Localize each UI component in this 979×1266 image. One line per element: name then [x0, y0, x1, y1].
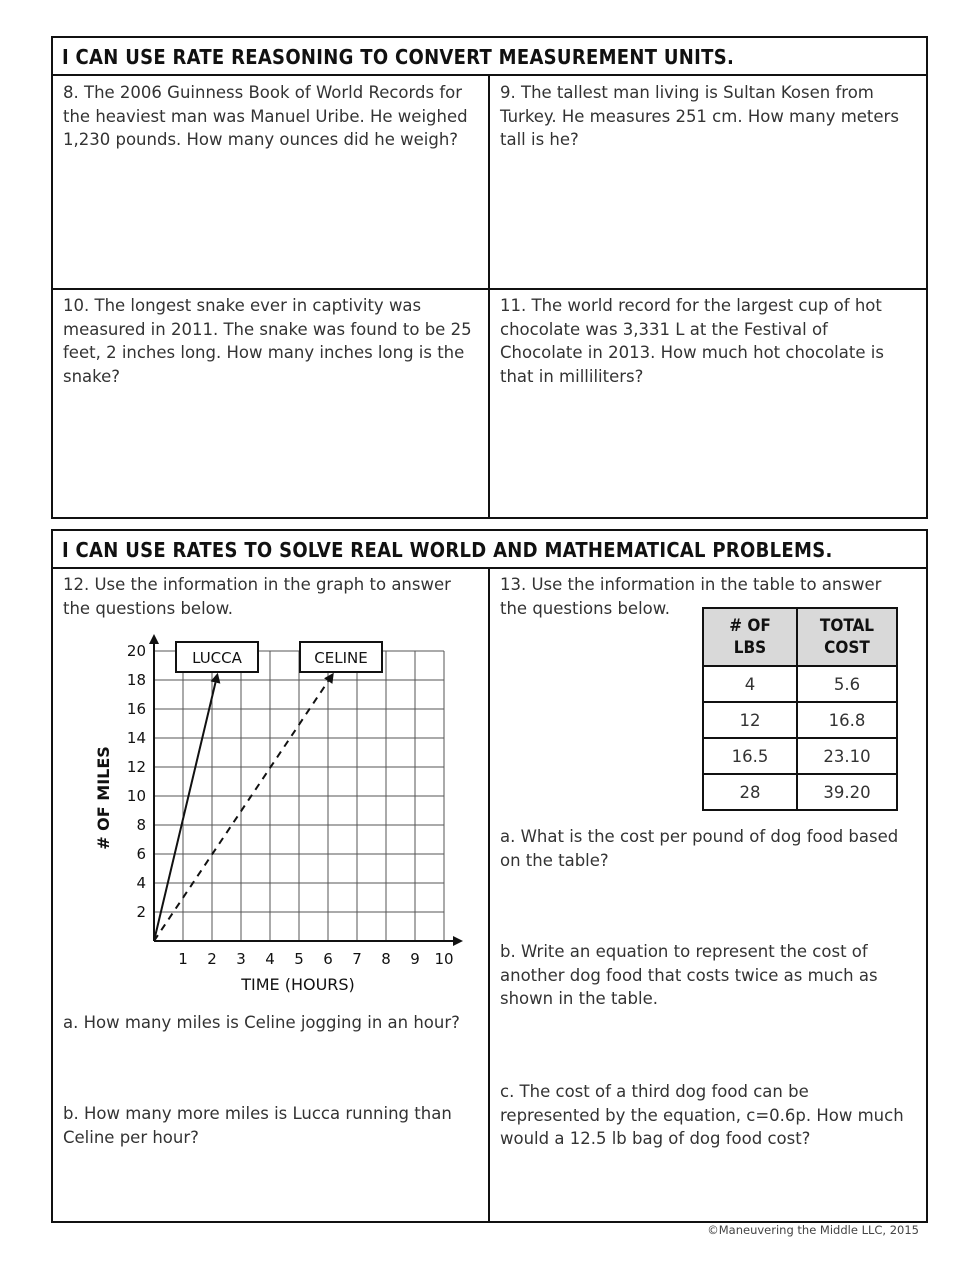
y-tick-label: 2 [136, 903, 146, 921]
y-tick-label: 10 [126, 787, 146, 805]
y-tick-label: 16 [126, 700, 146, 718]
table-cell: 12 [703, 702, 797, 738]
series-label-lucca: LUCCA [192, 649, 242, 667]
table-row [703, 774, 897, 810]
series-arrow-celine [324, 673, 334, 684]
x-tick-label: 9 [410, 950, 420, 968]
divider [488, 567, 490, 1222]
question-12-intro: 12. Use the information in the graph to answer the questions below. [63, 575, 451, 618]
question-11: 11. The world record for the largest cup of hot chocolate was 3,331 L at the Festival of Chocolate in 2013. How much hot chocolate is that in milliliters? [500, 296, 884, 386]
table-cell: 16.5 [703, 738, 797, 774]
y-tick-label: 8 [136, 816, 146, 834]
x-tick-label: 5 [294, 950, 304, 968]
table-cell: 28 [703, 774, 797, 810]
table-cell: 23.10 [797, 738, 897, 774]
divider [52, 288, 927, 290]
question-12a: a. How many miles is Celine jogging in an hour? [63, 1013, 460, 1032]
section-heading: I CAN USE RATE REASONING TO CONVERT MEASUREMENT UNITS. [53, 38, 926, 76]
table-cell: 4 [703, 666, 797, 702]
copyright-footer: ©Maneuvering the Middle LLC, 2015 [707, 1223, 919, 1237]
question-13a: a. What is the cost per pound of dog food based on the table? [500, 827, 899, 870]
question-13-intro: 13. Use the information in the table to answer the questions below. [500, 575, 882, 618]
table-cell: 5.6 [797, 666, 897, 702]
table-cell: 16.8 [797, 702, 897, 738]
table-header: TOTAL COST [797, 608, 897, 666]
x-tick-label: 8 [381, 950, 391, 968]
y-axis-label: # OF MILES [94, 746, 113, 850]
question-13c: c. The cost of a third dog food can be represented by the equation, c=0.6p. How much would a 12.5 lb bag of dog food cost? [500, 1082, 904, 1148]
x-tick-label: 10 [434, 950, 454, 968]
x-tick-label: 3 [236, 950, 246, 968]
x-tick-label: 7 [352, 950, 362, 968]
question-10: 10. The longest snake ever in captivity was measured in 2011. The snake was found to be 25 feet, 2 inches long. How many inches long is the snake? [63, 296, 472, 386]
series-label-celine: CELINE [314, 649, 368, 667]
question-8: 8. The 2006 Guinness Book of World Records for the heaviest man was Manuel Uribe. He weighed 1,230 pounds. How many ounces did he weigh? [63, 83, 468, 149]
series-line-lucca [154, 682, 215, 941]
x-tick-label: 4 [265, 950, 275, 968]
x-tick-label: 6 [323, 950, 333, 968]
x-axis-arrow [453, 936, 463, 946]
y-tick-label: 14 [126, 729, 146, 747]
y-tick-label: 18 [126, 671, 146, 689]
section-heading: I CAN USE RATES TO SOLVE REAL WORLD AND MATHEMATICAL PROBLEMS. [53, 531, 926, 569]
x-tick-label: 2 [207, 950, 217, 968]
table-cell: 39.20 [797, 774, 897, 810]
question-9: 9. The tallest man living is Sultan Kosen from Turkey. He measures 251 cm. How many meters tall is he? [500, 83, 899, 149]
x-axis-label: TIME (HOURS) [241, 975, 355, 994]
question-13b: b. Write an equation to represent the cost of another dog food that costs twice as much as shown in the table. [500, 942, 878, 1008]
y-tick-label: 6 [136, 845, 146, 863]
y-tick-label: 12 [126, 758, 146, 776]
rate-graph [85, 630, 470, 1000]
y-tick-label: 4 [136, 874, 146, 892]
y-axis-arrow [149, 634, 159, 644]
y-tick-label: 20 [126, 642, 146, 660]
table-row [703, 702, 897, 738]
table-header: # OF LBS [703, 608, 797, 666]
divider [488, 74, 490, 518]
table-row [703, 666, 897, 702]
question-12b: b. How many more miles is Lucca running than Celine per hour? [63, 1104, 452, 1147]
dog-food-cost-table [702, 607, 898, 811]
table-row [703, 738, 897, 774]
x-tick-label: 1 [178, 950, 188, 968]
